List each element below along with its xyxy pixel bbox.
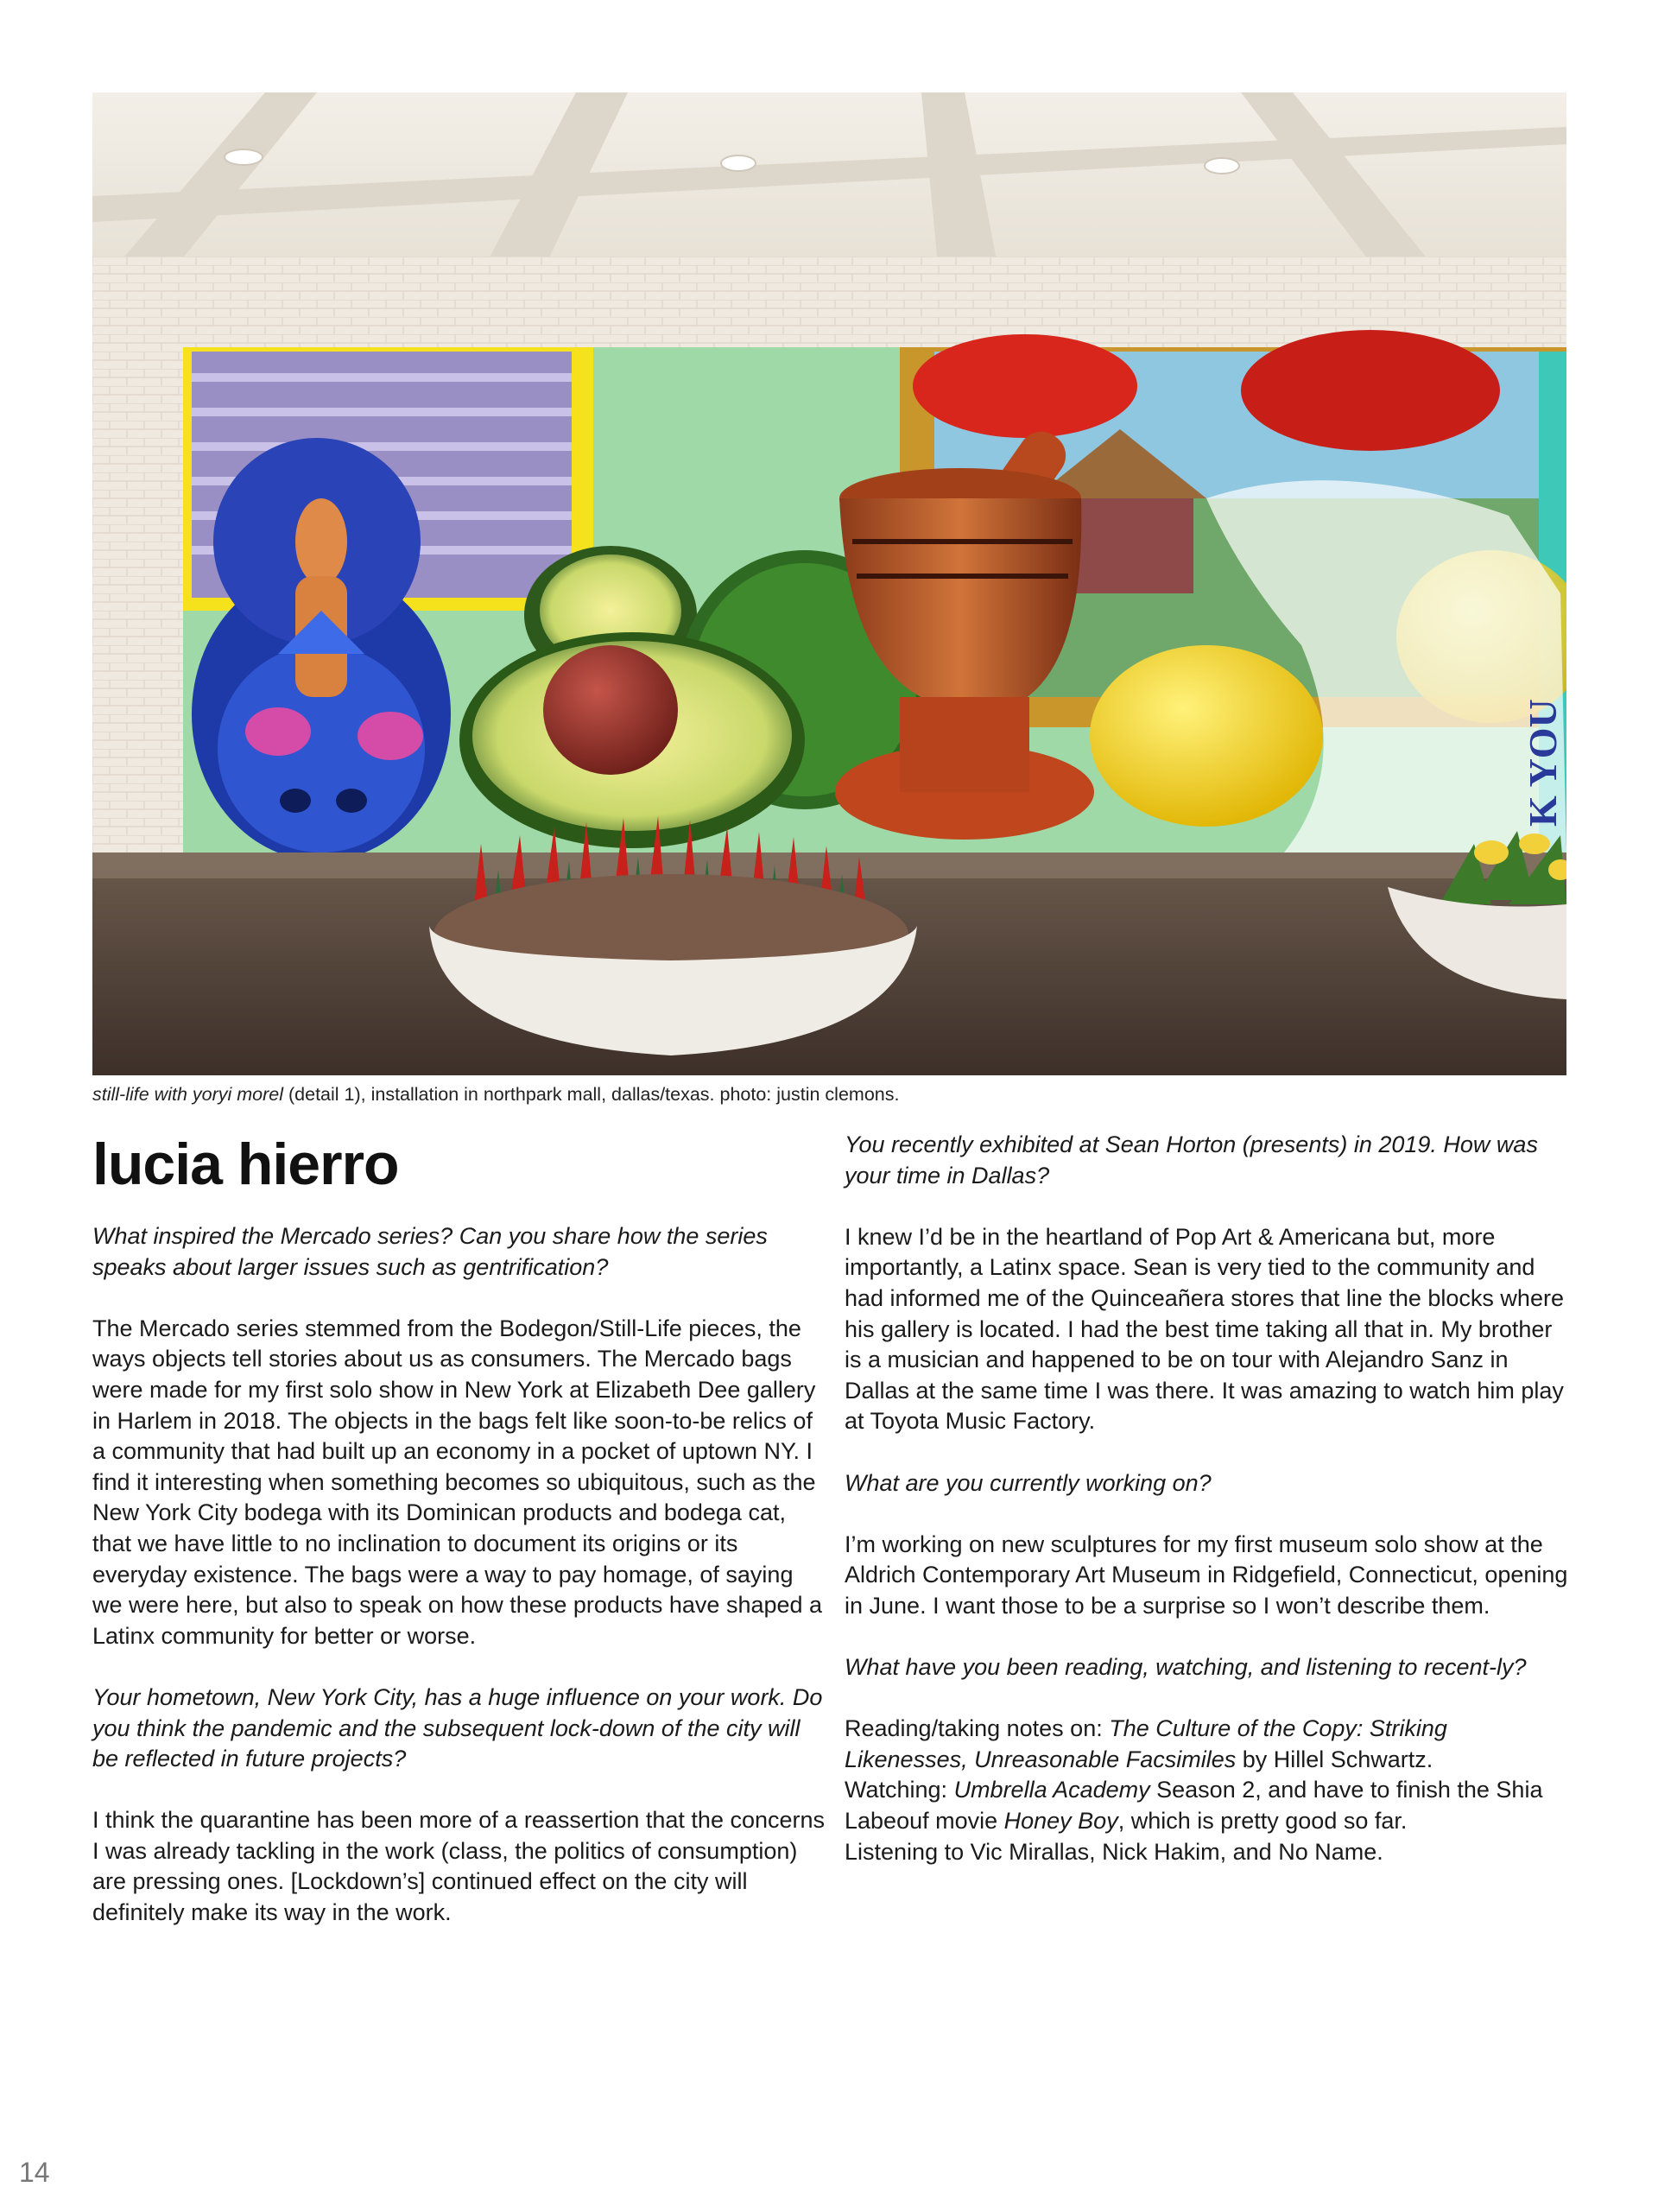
question-mercado: What inspired the Mercado series? Can you share how the series speaks about larger issues such as gentrification? <box>92 1223 768 1280</box>
reading-book-title: The Culture of the Copy: Striking Likenesses, Unreasonable Facsimiles <box>845 1715 1447 1772</box>
question-current-work: What are you currently working on? <box>845 1469 1212 1496</box>
question-hometown: Your hometown, New York City, has a huge influence on your work. Do you think the pandemic and the subsequent lock-down of the city will be reflected in future projects? <box>92 1683 823 1772</box>
caption-details: (detail 1), installation in northpark mall, dallas/texas. photo: justin clemons. <box>283 1084 900 1105</box>
answer-media <box>845 1714 1570 1867</box>
article-title: lucia hierro <box>92 1131 399 1197</box>
page-number: 14 <box>19 2157 50 2188</box>
watching-show-title: Umbrella Academy <box>953 1777 1150 1803</box>
reading-label: Reading/taking notes on: <box>845 1715 1110 1742</box>
installation-illustration <box>92 92 1566 1075</box>
answer-mercado: The Mercado series stemmed from the Bodegon/Still-Life pieces, the ways objects tell stories about us as consumers. The Mercado bags were made for my first solo show in New York at Elizabeth Dee gallery in Harlem in 2018. The objects in the bags felt like soon-to-be relics of a community that had built up an economy in a pocket of uptown NY. I find it interesting when something becomes so ubiquitous, such as the New York City bodega with its Dominican products and bodega cat, that we have little to no inclination to document its origins or its everyday existence. The bags were a way to pay homage, of saying we were here, but also to speak on how these products have shaped a Latinx community for better or worse. <box>92 1315 823 1649</box>
answer-current-work: I’m working on new sculptures for my first museum solo show at the Aldrich Contemporary Art Museum in Ridgefield, Connecticut, opening in June. I want those to be a surprise so I won’t describe them. <box>845 1531 1568 1619</box>
question-dallas: You recently exhibited at Sean Horton (presents) in 2019. How was your time in Dallas? <box>845 1131 1538 1188</box>
reading-author: by Hillel Schwartz. <box>1236 1746 1433 1772</box>
mural-bag-text: K YOU <box>1521 699 1565 827</box>
listening-text: Listening to Vic Mirallas, Nick Hakim, and No Name. <box>845 1838 1383 1865</box>
answer-hometown: I think the quarantine has been more of a reassertion that the concerns I was already tackling in the work (class, the politics of consumption) are pressing ones. [Lockdown’s] continued effect on the city will definitely make its way in the work. <box>92 1807 826 1926</box>
watching-movie-rest: , which is pretty good so far. <box>1117 1808 1408 1835</box>
answer-dallas: I knew I’d be in the heartland of Pop Art & Americana but, more importantly, a Latinx space. Sean is very tied to the community and had informed me of the Quinceañera stores that line the blocks where his gallery is located. I had the best time taking all that in. My brother is a musician and happened to be on tour with Alejandro Sanz in Dallas at the same time I was there. It was amazing to watch him play at Toyota Music Factory. <box>845 1223 1564 1435</box>
caption-artwork-title: still-life with yoryi morel <box>92 1084 284 1105</box>
photo-caption <box>92 1082 1566 1106</box>
watching-movie-title: Honey Boy <box>1003 1808 1118 1835</box>
left-column <box>92 1221 826 1959</box>
question-media: What have you been reading, watching, and listening to recent-ly? <box>845 1654 1527 1681</box>
installation-photo <box>92 92 1566 1075</box>
right-column <box>845 1130 1570 1867</box>
watching-show-rest: Season 2, and have to finish the Shia Labeouf movie <box>845 1777 1543 1835</box>
watching-label: Watching: <box>845 1777 954 1803</box>
